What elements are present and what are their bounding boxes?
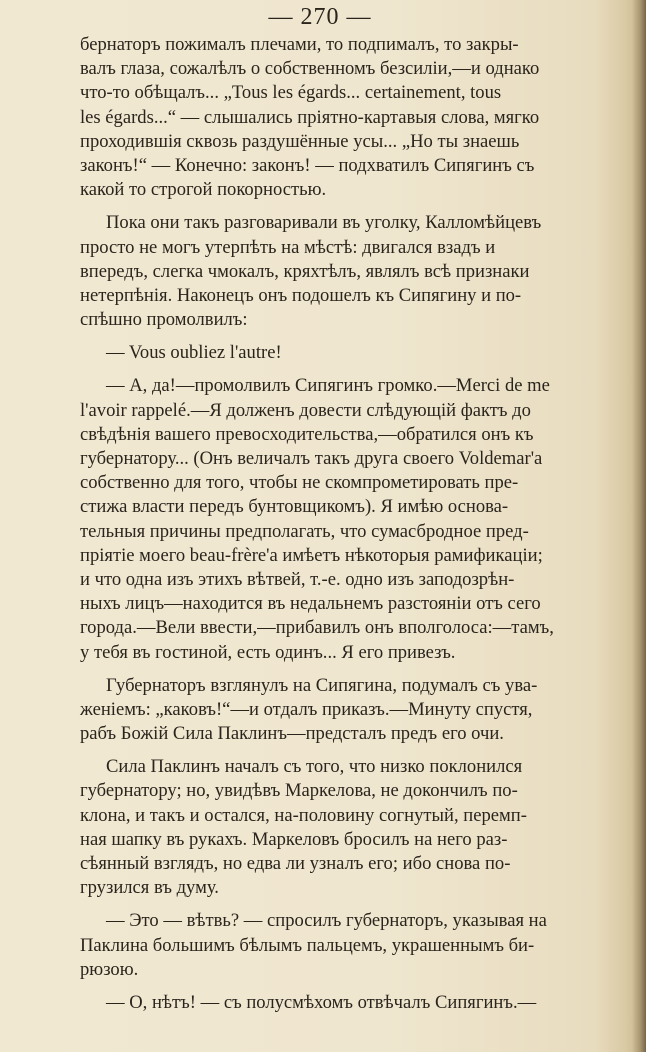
text-line: — Vous oubliez l'autre! xyxy=(106,342,282,364)
text-line: грузился въ думу. xyxy=(80,877,219,899)
text-line: — Это — вѣтвь? — спросилъ губернаторъ, указывая на xyxy=(106,910,547,932)
text-line: проходившія сквозь раздушённые усы... „Но ты знаешь xyxy=(80,130,520,152)
text-line: женіемъ: „каковъ!“—и отдалъ приказъ.—Минуту спустя, xyxy=(80,698,533,720)
text-line: les égards...“ — слышались пріятно-картавыя слова, мягко xyxy=(80,106,540,128)
text-line: губернатору; но, увидѣвъ Маркелова, не докончилъ по- xyxy=(80,780,518,802)
paragraph-gap xyxy=(80,332,640,341)
text-line: нетерпѣнія. Наконецъ онъ подошелъ къ Сипягину и по- xyxy=(80,284,522,306)
text-line: у тебя въ гостиной, есть одинъ... Я его привезъ. xyxy=(80,641,456,663)
text-line: бернаторъ пожималъ плечами, то подпималъ, то закры- xyxy=(80,34,519,55)
text-line: сѣянный взглядъ, но едва ли узналъ его; ибо снова по- xyxy=(80,853,511,874)
text-line: законъ!“ — Конечно: законъ! — подхватилъ Сипягинъ съ xyxy=(80,154,535,176)
text-line: Пока они такъ разговаривали въ уголку, Калломѣйцевъ xyxy=(106,212,542,234)
text-line: Паклина большимъ бѣлымъ пальцемъ, украшеннымъ би- xyxy=(80,934,535,956)
text-line: пріятіе моего beau-frère'а имѣетъ нѣкоторыя рамификаціи; xyxy=(80,544,543,566)
paragraph-gap xyxy=(80,202,640,211)
body-text xyxy=(80,33,640,1015)
text-line: стижа власти передъ бунтовщикомъ). Я имѣю основа- xyxy=(80,496,509,518)
text-line: спѣшно промолвилъ: xyxy=(80,309,248,331)
text-line: рюзою. xyxy=(80,958,139,980)
text-line: свѣдѣнія вашего превосходительства,—обратился онъ къ xyxy=(80,423,534,445)
text-line: рабъ Божій Сила Паклинъ—предсталъ предъ его очи. xyxy=(80,723,504,745)
text-line: валъ глаза, сожалѣлъ о собственномъ безсиліи,—и однако xyxy=(80,58,540,80)
text-line: какой то строгой покорностью. xyxy=(80,179,327,201)
text-line: ная шапку въ рукахъ. Маркеловъ бросилъ на него раз- xyxy=(80,828,508,850)
paragraph-gap xyxy=(80,746,640,755)
text-line: губернатору... (Онъ величалъ такъ друга своего Voldemar'а xyxy=(80,448,543,469)
paragraph-gap xyxy=(80,365,640,374)
text-line: что-то обѣщалъ... „Tous les égards... certainement, tous xyxy=(80,82,502,104)
page-number: — 270 — xyxy=(268,4,372,30)
text-line: тельныя причины предполагать, что сумасбродное пред- xyxy=(80,520,529,542)
text-line: Губернаторъ взглянулъ на Сипягина, подумалъ съ ува- xyxy=(106,674,538,696)
text-line: — О, нѣтъ! — съ полусмѣхомъ отвѣчалъ Сипягинъ.— xyxy=(106,991,537,1013)
text-line: l'avoir rappelé.—Я долженъ довести слѣдующій фактъ до xyxy=(80,399,531,421)
text-line: города.—Вели ввести,—прибавилъ онъ вполголоса:—тамъ, xyxy=(80,617,554,639)
paragraph-gap xyxy=(80,900,640,909)
text-line: собственно для того, чтобы не скомпрометировать пре- xyxy=(80,472,519,494)
text-line: просто не могъ утерпѣть на мѣстѣ: двигался взадъ и xyxy=(80,236,496,258)
paragraph-gap xyxy=(80,982,640,991)
text-line: Сила Паклинъ началъ съ того, что низко поклонился xyxy=(106,756,523,778)
text-line: клона, и такъ и остался, на-половину согнутый, перемп- xyxy=(80,804,527,826)
text-line: впередъ, слегка чмокалъ, кряхтѣлъ, являлъ всѣ признаки xyxy=(80,260,530,282)
text-line: ныхъ лицъ—находится въ недальнемъ разстояніи отъ сего xyxy=(80,593,541,615)
text-line: и что одна изъ этихъ вѣтвей, т.-е. одно изъ заподозрѣн- xyxy=(80,568,515,590)
paragraph-gap xyxy=(80,665,640,674)
text-line: — А, да!—промолвилъ Сипягинъ громко.—Merci de me xyxy=(106,375,550,397)
